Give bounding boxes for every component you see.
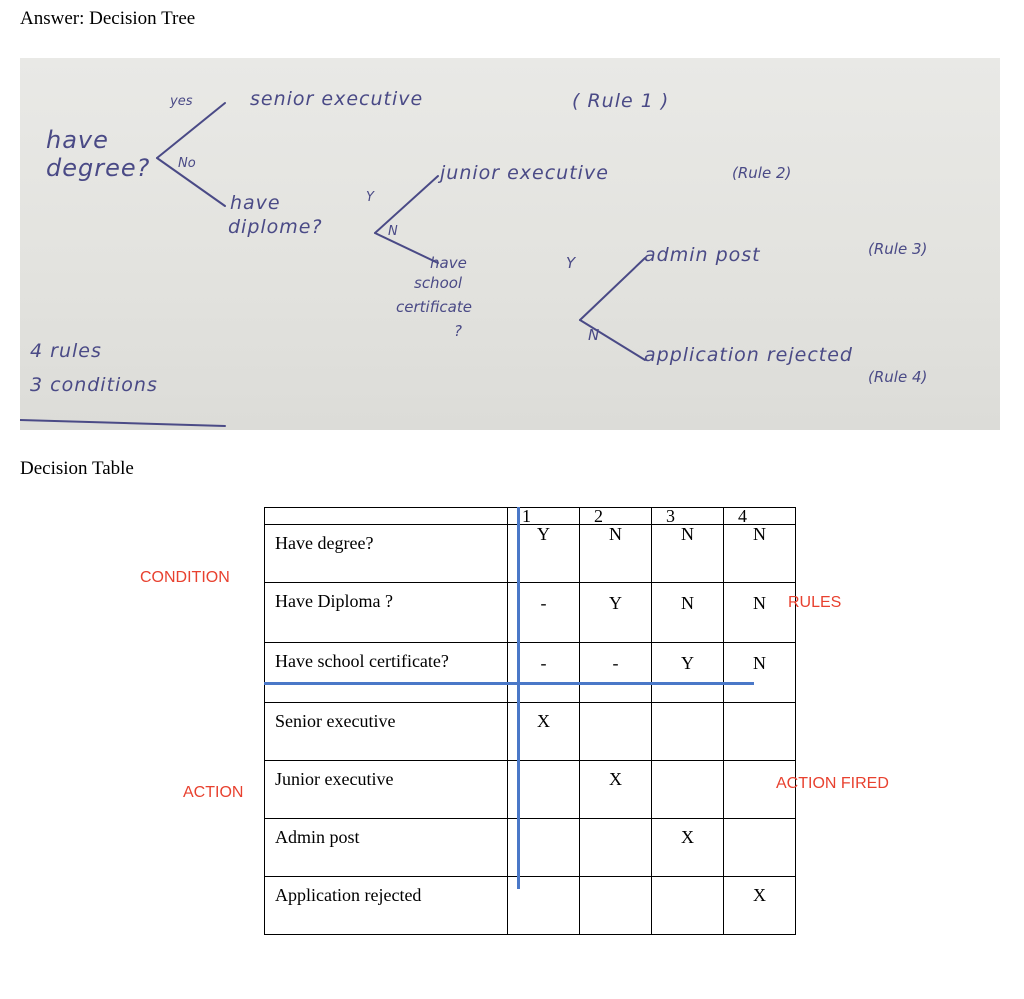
condition-action-vertical-divider xyxy=(517,507,520,889)
condition-value: N xyxy=(652,583,724,643)
rule-number: 1 xyxy=(508,508,580,525)
tree-rule2: (Rule 2) xyxy=(732,164,792,182)
action-mark xyxy=(724,703,796,761)
tree-have-school-3: certificate xyxy=(396,298,472,316)
tree-have-school-4: ? xyxy=(454,322,462,340)
header-blank-cell xyxy=(265,508,508,525)
tree-branch-lines xyxy=(20,58,1000,430)
action-row xyxy=(265,819,796,877)
action-label: Admin post xyxy=(265,819,508,877)
action-row xyxy=(265,877,796,935)
condition-value: - xyxy=(508,583,580,643)
condition-value: Y xyxy=(508,525,580,583)
tree-school-n: N xyxy=(588,326,600,344)
rules-annotation: RULES xyxy=(788,594,842,611)
condition-row xyxy=(265,525,796,583)
action-mark: X xyxy=(652,819,724,877)
condition-value: N xyxy=(652,525,724,583)
decision-table-heading: Decision Table xyxy=(20,458,134,479)
branch-diploma-yes-line xyxy=(375,176,438,233)
tree-rule4: (Rule 4) xyxy=(868,368,928,386)
action-mark xyxy=(652,877,724,935)
tree-application-rejected: application rejected xyxy=(644,344,853,366)
rule-number: 2 xyxy=(580,508,652,525)
condition-action-horizontal-divider xyxy=(264,682,754,685)
tree-have-label: have xyxy=(46,126,109,154)
action-mark xyxy=(652,703,724,761)
action-label: Junior executive xyxy=(265,761,508,819)
tree-degree-label: degree? xyxy=(46,154,151,182)
rule-number-row xyxy=(265,508,796,525)
tree-school-y: Y xyxy=(566,254,576,272)
tree-diploma-n: N xyxy=(388,224,398,239)
condition-row xyxy=(265,643,796,703)
tree-have-school-2: school xyxy=(414,274,463,292)
condition-value: N xyxy=(724,583,796,643)
action-label: Senior executive xyxy=(265,703,508,761)
branch-yes-line xyxy=(157,103,225,158)
condition-value: - xyxy=(508,643,580,703)
action-annotation: ACTION xyxy=(183,784,244,801)
tree-conditions-count: 3 conditions xyxy=(30,374,158,396)
tree-rules-count: 4 rules xyxy=(30,340,102,362)
action-label: Application rejected xyxy=(265,877,508,935)
action-mark xyxy=(652,761,724,819)
action-mark xyxy=(580,819,652,877)
action-mark xyxy=(580,877,652,935)
rule-number: 3 xyxy=(652,508,724,525)
condition-value: - xyxy=(580,643,652,703)
tree-senior-executive: senior executive xyxy=(250,88,424,110)
tree-junior-executive: junior executive xyxy=(440,162,609,184)
tree-have-diploma-2: diplome? xyxy=(228,216,323,238)
action-row xyxy=(265,761,796,819)
condition-label: Have degree? xyxy=(265,525,508,583)
condition-value: Y xyxy=(580,583,652,643)
tree-rule3: (Rule 3) xyxy=(868,240,928,258)
branch-school-yes-line xyxy=(580,258,645,320)
condition-annotation: CONDITION xyxy=(140,569,230,586)
branch-diploma-no-line xyxy=(375,233,438,263)
decision-table xyxy=(264,507,796,935)
rule-number: 4 xyxy=(724,508,796,525)
answer-heading: Answer: Decision Tree xyxy=(20,8,196,29)
tree-have-school-1: have xyxy=(430,254,467,272)
condition-label: Have Diploma ? xyxy=(265,583,508,643)
condition-value: N xyxy=(724,643,796,703)
condition-value: Y xyxy=(652,643,724,703)
tree-have-diploma-1: have xyxy=(230,192,281,214)
action-mark xyxy=(724,819,796,877)
condition-value: N xyxy=(580,525,652,583)
action-mark: X xyxy=(508,703,580,761)
condition-label: Have school certificate? xyxy=(265,643,508,703)
action-fired-annotation: ACTION FIRED xyxy=(776,775,889,792)
condition-row xyxy=(265,583,796,643)
action-mark xyxy=(580,703,652,761)
tree-no-label: No xyxy=(178,156,196,171)
action-mark: X xyxy=(580,761,652,819)
tree-diploma-y: Y xyxy=(366,190,374,205)
tree-rule1: ( Rule 1 ) xyxy=(572,90,670,112)
tree-admin-post: admin post xyxy=(644,244,761,266)
tree-yes-label: yes xyxy=(170,94,193,109)
underline-stroke xyxy=(20,420,225,426)
decision-tree-photo xyxy=(20,58,1000,430)
condition-value: N xyxy=(724,525,796,583)
action-row xyxy=(265,703,796,761)
action-mark: X xyxy=(724,877,796,935)
